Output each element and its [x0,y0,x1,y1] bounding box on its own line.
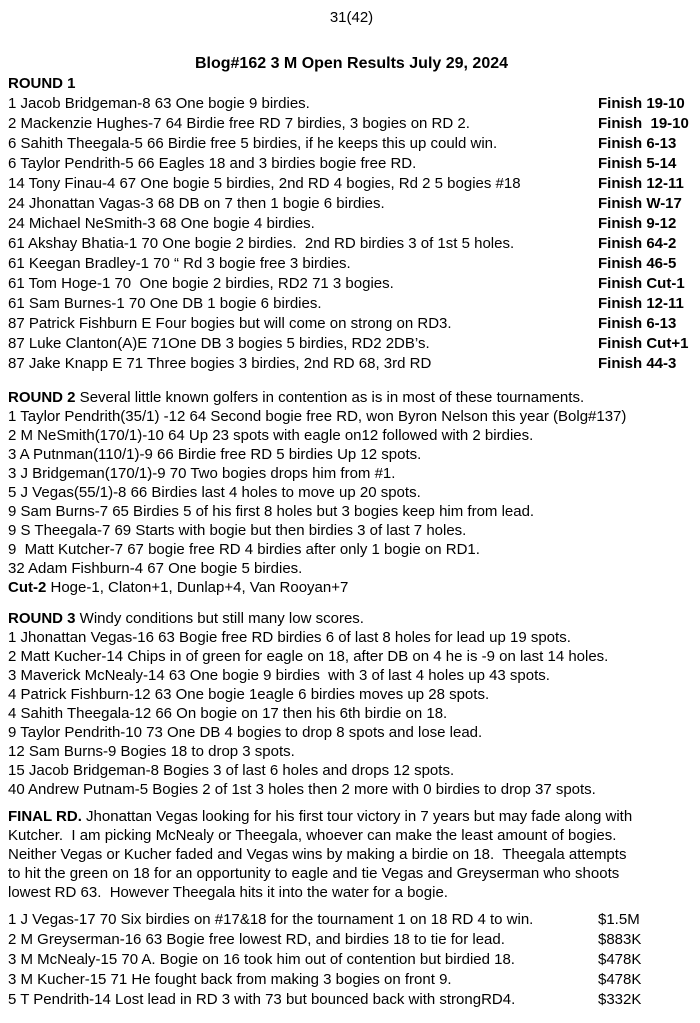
final-round-paragraph [8,807,695,902]
round3-heading-line [8,609,695,628]
money-value: $332K [598,991,642,1008]
result-row-text: 87 Patrick Fishburn E Four bogies but will come on strong on RD3. [8,315,452,332]
result-row-text: 1 Jacob Bridgeman-8 63 One bogie 9 birdies. [8,95,310,112]
payout-row [8,930,695,950]
result-row-text: 2 Mackenzie Hughes-7 64 Birdie free RD 7 birdies, 3 bogies on RD 2. [8,115,470,132]
payout-row [8,910,695,930]
round2-entry: 3 A Putnman(110/1)-9 66 Birdie free RD 5 birdies Up 12 spots. [8,446,422,463]
round2-entry: 2 M NeSmith(170/1)-10 64 Up 23 spots with eagle on12 followed with 2 birdies. [8,427,534,444]
payout-row-text: 1 J Vegas-17 70 Six birdies on #17&18 for the tournament 1 on 18 RD 4 to win. [8,911,534,928]
result-row [8,174,695,194]
payout-row [8,950,695,970]
result-row [8,94,695,114]
round3-heading-note: Windy conditions but still many low scores. [75,610,364,627]
round2-entry: 32 Adam Fishburn-4 67 One bogie 5 birdies. [8,560,303,577]
round3-results-list [8,628,695,799]
result-row-text: 61 Tom Hoge-1 70 One bogie 2 birdies, RD2 71 3 bogies. [8,275,394,292]
result-row [8,314,695,334]
money-value: $883K [598,931,642,948]
round3-entry: 15 Jacob Bridgeman-8 Bogies 3 of last 6 holes and drops 12 spots. [8,762,455,779]
round3-entry: 1 Jhonattan Vegas-16 63 Bogie free RD birdies 6 of last 8 holes for lead up 19 spots. [8,629,571,646]
round2-entry: 3 J Bridgeman(170/1)-9 70 Two bogies drops him from #1. [8,465,396,482]
result-row [8,214,695,234]
final-rd-line [8,845,695,864]
result-row-text: 87 Luke Clanton(A)E 71One DB 3 bogies 5 birdies, RD2 2DB’s. [8,335,430,352]
result-row-text: 61 Akshay Bhatia-1 70 One bogie 2 birdies. 2nd RD birdies 3 of 1st 5 holes. [8,235,515,252]
result-row [8,194,695,214]
cut-text: Hoge-1, Claton+1, Dunlap+4, Van Rooyan+7 [46,579,349,596]
result-row [8,294,695,314]
finish-value: Finish 19-10 [598,95,685,112]
payout-row [8,970,695,990]
round3-entry: 40 Andrew Putnam-5 Bogies 2 of 1st 3 holes then 2 more with 0 birdies to drop 37 spots. [8,781,596,798]
final-rd-line [8,807,695,826]
round1-heading: ROUND 1 [8,75,76,92]
money-value: $478K [598,951,642,968]
round3-entry: 9 Taylor Pendrith-10 73 One DB 4 bogies to drop 8 spots and lose lead. [8,724,483,741]
result-row-text: 24 Michael NeSmith-3 68 One bogie 4 birdies. [8,215,315,232]
result-row-text: 14 Tony Finau-4 67 One bogie 5 birdies, 2nd RD 4 bogies, Rd 2 5 bogies #18 [8,175,521,192]
result-row [8,234,695,254]
cut-line [8,578,695,597]
section-gap [8,902,695,910]
page-number: 31(42) [329,9,374,26]
round2-heading: ROUND 2 [8,389,76,406]
section-gap [8,799,695,807]
finish-value: Finish 9-12 [598,215,677,232]
cut-label: Cut-2 [8,579,47,596]
round3-entry: 3 Maverick McNealy-14 63 One bogie 9 birdies with 3 of last 4 holes up 43 spots. [8,667,550,684]
round2-entry: 5 J Vegas(55/1)-8 66 Birdies last 4 holes to move up 20 spots. [8,484,421,501]
round2-entry: 9 Matt Kutcher-7 67 bogie free RD 4 birdies after only 1 bogie on RD1. [8,541,480,558]
round1-results-list [8,94,695,374]
round2-results-list [8,407,695,578]
final-rd-text: Kutcher. I am picking McNealy or Theegala, whoever can make the least amount of bogies. [8,827,617,844]
result-row [8,334,695,354]
result-row [8,134,695,154]
document-title: Blog#162 3 M Open Results July 29, 2024 [194,55,509,72]
round2-heading-note: Several little known golfers in contention as is in most of these tournaments. [75,389,585,406]
result-row [8,354,695,374]
payout-row-text: 5 T Pendrith-14 Lost lead in RD 3 with 73 but bounced back with strongRD4. [8,991,516,1008]
final-rd-text: Neither Vegas or Kucher faded and Vegas wins by making a birdie on 18. Theegala attempts [8,846,627,863]
finish-value: Finish 6-13 [598,135,677,152]
finish-value: Finish 19-10 [598,115,689,132]
section-gap [8,374,695,388]
finish-value: Finish 12-11 [598,175,684,192]
final-rd-text: to hit the green on 18 for an opportunity to eagle and tie Vegas and Greyserman who shoots [8,865,620,882]
payout-row-text: 2 M Greyserman-16 63 Bogie free lowest RD, and birdies 18 to tie for lead. [8,931,505,948]
round3-entry: 4 Patrick Fishburn-12 63 One bogie 1eagle 6 birdies moves up 28 spots. [8,686,490,703]
round3-entry: 4 Sahith Theegala-12 66 On bogie on 17 then his 6th birdie on 18. [8,705,448,722]
result-row-text: 87 Jake Knapp E 71 Three bogies 3 birdies, 2nd RD 68, 3rd RD [8,355,432,372]
result-row-text: 61 Sam Burnes-1 70 One DB 1 bogie 6 birdies. [8,295,322,312]
finish-value: Finish 64-2 [598,235,677,252]
final-rd-line [8,864,695,883]
payout-row-text: 3 M Kucher-15 71 He fought back from making 3 bogies on front 9. [8,971,452,988]
result-row-text: 6 Taylor Pendrith-5 66 Eagles 18 and 3 birdies bogie free RD. [8,155,417,172]
finish-value: Finish Cut-1 [598,275,685,292]
result-row-text: 6 Sahith Theegala-5 66 Birdie free 5 birdies, if he keeps this up could win. [8,135,498,152]
final-rd-text: lowest RD 63. However Theegala hits it into the water for a bogie. [8,884,448,901]
final-rd-line [8,826,695,845]
round2-entry: 9 S Theegala-7 69 Starts with bogie but then birdies 3 of last 7 holes. [8,522,467,539]
payout-row [8,990,695,1010]
round2-heading-line [8,388,695,407]
money-value: $1.5M [598,911,640,928]
result-row [8,154,695,174]
round2-entry: 1 Taylor Pendrith(35/1) -12 64 Second bogie free RD, won Byron Nelson this year (Bolg#137) [8,408,627,425]
finish-value: Finish 12-11 [598,295,684,312]
result-row-text: 24 Jhonattan Vagas-3 68 DB on 7 then 1 bogie 6 birdies. [8,195,385,212]
round3-entry: 12 Sam Burns-9 Bogies 18 to drop 3 spots. [8,743,295,760]
finish-value: Finish 44-3 [598,355,677,372]
result-row [8,274,695,294]
final-rd-heading: FINAL RD. [8,808,82,825]
round3-heading: ROUND 3 [8,610,76,627]
payout-row-text: 3 M McNealy-15 70 A. Bogie on 16 took him out of contention but birdied 18. [8,951,515,968]
final-results-list [8,910,695,1010]
finish-value: Finish Cut+1 [598,335,689,352]
money-value: $478K [598,971,642,988]
finish-value: Finish 46-5 [598,255,677,272]
finish-value: Finish 5-14 [598,155,677,172]
final-rd-line [8,883,695,902]
result-row [8,114,695,134]
finish-value: Finish W-17 [598,195,682,212]
result-row [8,254,695,274]
final-rd-text: Jhonattan Vegas looking for his first tour victory in 7 years but may fade along with [81,808,633,825]
result-row-text: 61 Keegan Bradley-1 70 “ Rd 3 bogie free 3 birdies. [8,255,351,272]
round2-entry: 9 Sam Burns-7 65 Birdies 5 of his first 8 holes but 3 bogies keep him from lead. [8,503,535,520]
section-gap [8,597,695,609]
round3-entry: 2 Matt Kucher-14 Chips in of green for eagle on 18, after DB on 4 he is -9 on last 14 holes. [8,648,609,665]
finish-value: Finish 6-13 [598,315,677,332]
